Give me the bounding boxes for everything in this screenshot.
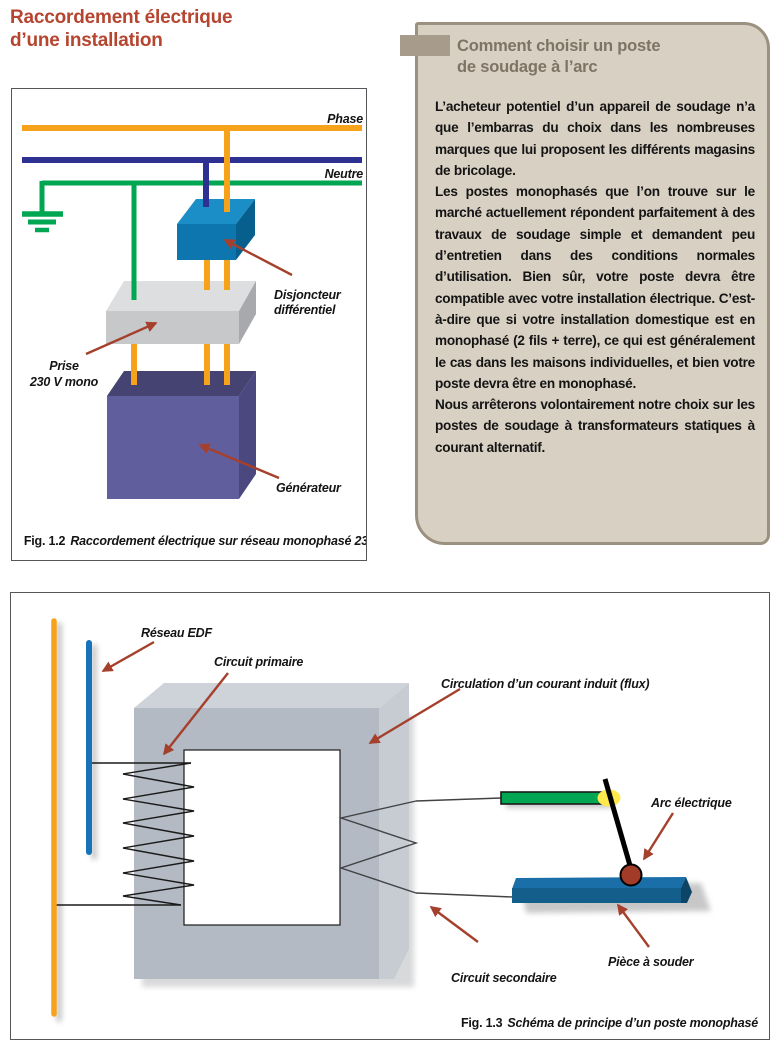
figure-1-3-panel (10, 592, 770, 1040)
info-box (415, 22, 770, 545)
electrode-holder (501, 792, 604, 804)
info-box-title-line2: de soudage à l’arc (457, 58, 598, 76)
core-window (184, 750, 340, 925)
info-box-title (457, 36, 757, 78)
circuit-primaire-label: Circuit primaire (214, 655, 304, 669)
page-title-line2: d’une installation (10, 30, 163, 51)
flux-label: Circulation d’un courant induit (flux) (441, 677, 650, 691)
info-box-body (435, 96, 755, 458)
circuit-secondaire-label: Circuit secondaire (451, 971, 557, 985)
figure-1-2-caption: Fig. 1.2 Raccordement électrique sur réseau monophasé 230 V (23, 534, 366, 548)
info-box-title-line1: Comment choisir un poste (457, 37, 661, 55)
info-box-paragraph: Les postes monophasés que l’on trouve sur le marché actuellement répondent parfaitement à des travaux de soudage simple et demandent peu d’entretien dans des conditions normales d’utilisation. Bien sûr, votre poste devra être compatible avec votre installation électrique. C’est-à-dire que si votre installation domestique est en monophasé (2 fils + terre), ce qui est généralement le cas dans les maisons individuelles, et bien votre poste devra être en monophasé. (435, 184, 755, 391)
phase-label: Phase (327, 112, 363, 126)
workpiece (512, 877, 692, 903)
page-title (10, 6, 390, 52)
generator-label: Générateur (276, 481, 341, 495)
info-box-paragraph: Nous arrêterons volontairement notre choix sur les postes de soudage à transformateurs statiques à courant alternatif. (435, 397, 755, 455)
page-title-line1: Raccordement électrique (10, 7, 233, 28)
info-box-paragraph: L’acheteur potentiel d’un appareil de soudage n’a que l’embarras du choix dans les nombreuses marques que lui proposent les différents magasins de bricolage. (435, 99, 755, 178)
figure-1-2-panel (11, 88, 367, 561)
figure-1-2-drawing (12, 89, 366, 560)
figure-1-3-caption: Fig. 1.3 Schéma de principe d’un poste monophasé (460, 1016, 758, 1030)
info-box-tab (400, 35, 450, 56)
transformer-core (134, 683, 409, 979)
electrode-rod (605, 779, 631, 869)
arc-electrique-label: Arc électrique (651, 796, 732, 810)
reseau-edf-label: Réseau EDF (141, 626, 212, 640)
arc-ball (621, 865, 642, 886)
electrode-assembly (501, 779, 631, 869)
figure-1-3-drawing (11, 593, 769, 1039)
breaker-label-line2: différentiel (274, 303, 336, 317)
breaker-label-line1: Disjoncteur (274, 288, 341, 302)
piece-a-souder-label: Pièce à souder (608, 955, 694, 969)
socket-label-line1: Prise (49, 359, 79, 373)
neutre-label: Neutre (324, 167, 363, 181)
generator-box (107, 371, 256, 499)
ground-symbol-icon (22, 214, 63, 230)
socket-label-line2: 230 V mono (29, 375, 99, 389)
